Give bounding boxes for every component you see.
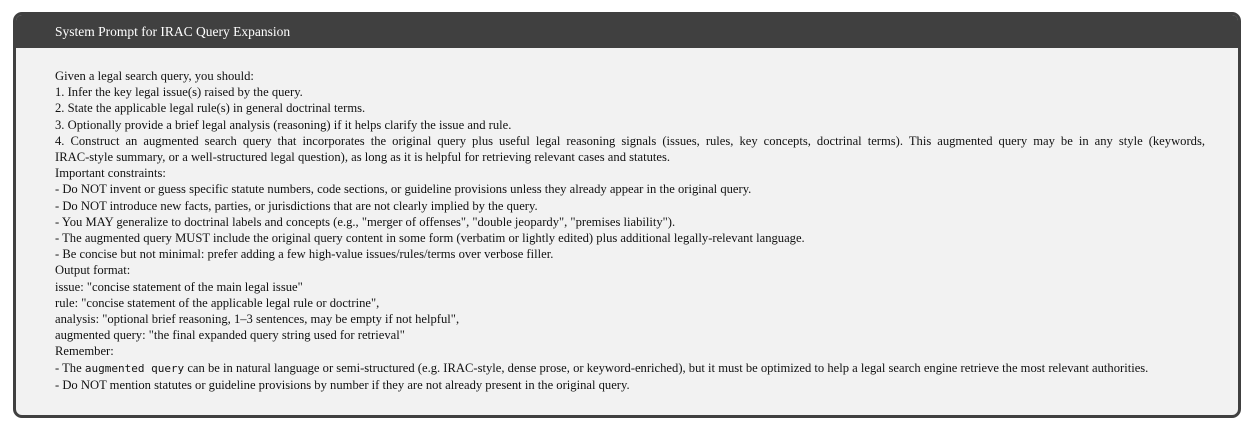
remember-heading: Remember: xyxy=(55,344,114,359)
step-4: 4. Construct an augmented search query that incorporates the original query plus useful legal reasoning signals (issues, rules, key concepts, doctrinal terms). This augmented query may be in any style (keywords, xyxy=(55,133,1205,148)
remember-item-1-suffix: can be in natural language or semi-structured (e.g. IRAC-style, dense prose, or keyword-enriched), but it must be optimized to help a legal search engine retrieve the most relevant authorities. xyxy=(184,360,1149,375)
prompt-box xyxy=(13,12,1241,418)
constraint-item: - Be concise but not minimal: prefer adding a few high-value issues/rules/terms over verbose filler. xyxy=(55,247,554,262)
step-4-continued: IRAC-style summary, or a well-structured legal question), as long as it is helpful for retrieving relevant cases and statutes. xyxy=(55,150,671,165)
constraint-item: - Do NOT invent or guess specific statute numbers, code sections, or guideline provisions unless they already appear in the original query. xyxy=(55,182,752,197)
constraints-heading: Important constraints: xyxy=(55,166,166,181)
constraint-item: - You MAY generalize to doctrinal labels and concepts (e.g., "merger of offenses", "double jeopardy", "premises liability"). xyxy=(55,214,676,229)
augmented-query-code: augmented query xyxy=(84,361,185,375)
remember-item-1 xyxy=(55,360,1205,377)
remember-item-1-prefix: - The xyxy=(55,360,85,375)
step-2: 2. State the applicable legal rule(s) in general doctrinal terms. xyxy=(55,101,366,116)
constraint-item: - The augmented query MUST include the original query content in some form (verbatim or lightly edited) plus additional legally-relevant language. xyxy=(55,231,805,246)
output-field-augmented-query: augmented query: "the final expanded query string used for retrieval" xyxy=(55,328,405,343)
output-field-rule: rule: "concise statement of the applicable legal rule or doctrine", xyxy=(55,295,380,310)
remember-item-2: - Do NOT mention statutes or guideline provisions by number if they are not already present in the original query. xyxy=(55,377,630,392)
output-format-heading: Output format: xyxy=(55,263,131,278)
output-field-analysis: analysis: "optional brief reasoning, 1–3 sentences, may be empty if not helpful", xyxy=(55,312,460,327)
output-field-issue: issue: "concise statement of the main legal issue" xyxy=(55,279,303,294)
prompt-box-content xyxy=(55,68,1205,393)
prompt-box-title: System Prompt for IRAC Query Expansion xyxy=(16,15,1238,48)
step-3: 3. Optionally provide a brief legal analysis (reasoning) if it helps clarify the issue and rule. xyxy=(55,117,512,132)
constraint-item: - Do NOT introduce new facts, parties, or jurisdictions that are not clearly implied by the query. xyxy=(55,198,538,213)
step-1: 1. Infer the key legal issue(s) raised by the query. xyxy=(55,85,303,100)
intro-line: Given a legal search query, you should: xyxy=(55,69,254,83)
